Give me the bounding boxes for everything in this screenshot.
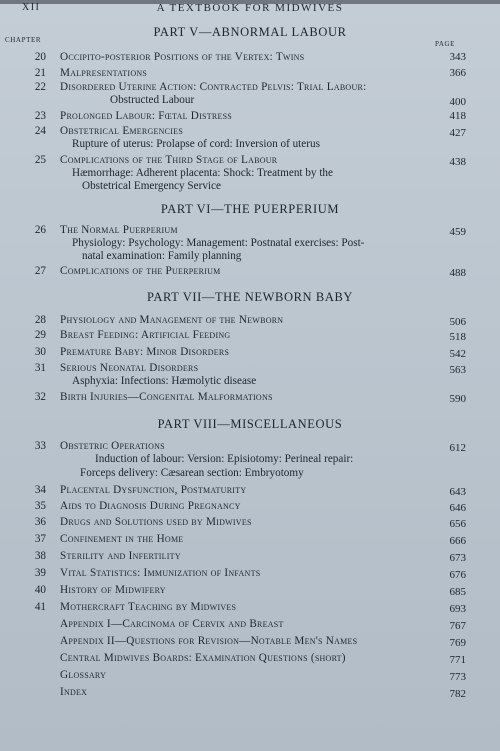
chapter-subtitle-continued: Obstetrical Emergency Service bbox=[82, 180, 221, 192]
page-number: 563 bbox=[449, 364, 466, 376]
chapter-number: 26 bbox=[34, 224, 46, 236]
header-page-number: XII bbox=[22, 2, 41, 13]
page-number: 769 bbox=[449, 637, 466, 649]
page-number: 612 bbox=[449, 442, 466, 454]
chapter-subtitle-continued: natal examination: Family planning bbox=[82, 250, 242, 262]
header-title: A TEXTBOOK FOR MIDWIVES bbox=[156, 2, 344, 14]
page-number: 673 bbox=[449, 552, 466, 564]
chapter-title: The Normal Puerperium bbox=[60, 224, 178, 236]
chapter-title: Sterility and Infertility bbox=[60, 550, 181, 562]
page-number: 438 bbox=[449, 156, 466, 168]
page-number: 400 bbox=[449, 96, 466, 108]
page-number: 767 bbox=[449, 620, 466, 632]
chapter-title: Serious Neonatal Disorders bbox=[60, 362, 199, 374]
chapter-title: Breast Feeding: Artificial Feeding bbox=[60, 329, 231, 341]
chapter-title: Obstetrical Emergencies bbox=[60, 125, 184, 137]
chapter-number: 38 bbox=[34, 550, 46, 562]
chapter-subtitle: Asphyxia: Infections: Hæmolytic disease bbox=[72, 375, 257, 387]
running-header bbox=[0, 2, 500, 16]
chapter-subtitle-continued: Forceps delivery: Cæsarean section: Embryotomy bbox=[80, 467, 304, 479]
chapter-title: Complications of the Third Stage of Labour bbox=[60, 154, 278, 166]
chapter-column-label: CHAPTER bbox=[5, 36, 42, 44]
part-heading-5: PART V—ABNORMAL LABOUR bbox=[153, 25, 347, 39]
page-number: 643 bbox=[449, 486, 466, 498]
chapter-number: 39 bbox=[34, 567, 46, 579]
part-heading-6: PART VI—THE PUERPERIUM bbox=[160, 202, 340, 216]
chapter-number: 37 bbox=[34, 533, 46, 545]
page-number: 366 bbox=[449, 67, 466, 79]
chapter-subtitle: Obstructed Labour bbox=[110, 94, 195, 106]
chapter-number: 30 bbox=[34, 346, 46, 358]
chapter-title: Drugs and Solutions used by Midwives bbox=[60, 516, 252, 528]
index-title: Index bbox=[60, 686, 88, 698]
appendix-title: Central Midwives Boards: Examination Questions (short) bbox=[60, 652, 346, 664]
page-number: 676 bbox=[449, 569, 466, 581]
page-number: 782 bbox=[449, 688, 466, 700]
page-number: 427 bbox=[449, 127, 466, 139]
chapter-number: 25 bbox=[34, 154, 46, 166]
page-number: 590 bbox=[449, 393, 466, 405]
chapter-subtitle: Induction of labour: Version: Episiotomy: Perineal repair: bbox=[95, 453, 354, 465]
chapter-title: Malpresentations bbox=[60, 67, 148, 79]
chapter-subtitle: Physiology: Psychology: Management: Postnatal exercises: Post- bbox=[72, 237, 365, 249]
appendix-title: Appendix I—Carcinoma of Cervix and Breast bbox=[60, 618, 284, 630]
chapter-number: 22 bbox=[34, 81, 46, 93]
chapter-title: Mothercraft Teaching by Midwives bbox=[60, 601, 237, 613]
chapter-title: Vital Statistics: Immunization of Infants bbox=[60, 567, 261, 579]
chapter-number: 32 bbox=[34, 391, 46, 403]
chapter-title: Premature Baby: Minor Disorders bbox=[60, 346, 230, 358]
page-number: 518 bbox=[449, 331, 466, 343]
page-number: 693 bbox=[449, 603, 466, 615]
part-heading-8: PART VIII—MISCELLANEOUS bbox=[157, 417, 343, 431]
chapter-number: 34 bbox=[34, 484, 46, 496]
page-number: 773 bbox=[449, 671, 466, 683]
page-number: 506 bbox=[449, 316, 466, 328]
chapter-number: 36 bbox=[34, 516, 46, 528]
chapter-title: Occipito-posterior Positions of the Vertex: Twins bbox=[60, 51, 305, 63]
chapter-title: Obstetric Operations bbox=[60, 440, 165, 452]
chapter-number: 27 bbox=[34, 265, 46, 277]
page-number: 542 bbox=[449, 348, 466, 360]
page-column-label: PAGE bbox=[435, 40, 456, 48]
appendix-title: Appendix II—Questions for Revision—Notable Men's Names bbox=[60, 635, 358, 647]
chapter-number: 41 bbox=[34, 601, 46, 613]
chapter-title: Placental Dysfunction, Postmaturity bbox=[60, 484, 247, 496]
chapter-title: History of Midwifery bbox=[60, 584, 166, 596]
page-number: 771 bbox=[449, 654, 466, 666]
chapter-title: Birth Injuries—Congenital Malformations bbox=[60, 391, 273, 403]
chapter-title: Disordered Uterine Action: Contracted Pelvis: Trial Labour: bbox=[60, 81, 367, 93]
chapter-number: 31 bbox=[34, 362, 46, 374]
chapter-number: 20 bbox=[34, 51, 46, 63]
page-number: 646 bbox=[449, 502, 466, 514]
chapter-subtitle: Hæmorrhage: Adherent placenta: Shock: Treatment by the bbox=[72, 167, 333, 179]
chapter-number: 40 bbox=[34, 584, 46, 596]
chapter-number: 28 bbox=[34, 314, 46, 326]
page-number: 666 bbox=[449, 535, 466, 547]
chapter-number: 24 bbox=[34, 125, 46, 137]
chapter-title: Physiology and Management of the Newborn bbox=[60, 314, 284, 326]
chapter-title: Aids to Diagnosis During Pregnancy bbox=[60, 500, 241, 512]
page-number: 418 bbox=[449, 110, 466, 122]
chapter-number: 23 bbox=[34, 110, 46, 122]
chapter-subtitle: Rupture of uterus: Prolapse of cord: Inversion of uterus bbox=[72, 138, 320, 150]
page-number: 685 bbox=[449, 586, 466, 598]
chapter-number: 21 bbox=[34, 67, 46, 79]
chapter-number: 29 bbox=[34, 329, 46, 341]
chapter-title: Complications of the Puerperium bbox=[60, 265, 221, 277]
page-number: 488 bbox=[449, 267, 466, 279]
chapter-number: 33 bbox=[34, 440, 46, 452]
glossary-title: Glossary bbox=[60, 669, 107, 681]
page-number: 656 bbox=[449, 518, 466, 530]
page-number: 343 bbox=[449, 51, 466, 63]
chapter-title: Prolonged Labour: Fœtal Distress bbox=[60, 110, 233, 122]
page-number: 459 bbox=[449, 226, 466, 238]
chapter-title: Confinement in the Home bbox=[60, 533, 184, 545]
chapter-number: 35 bbox=[34, 500, 46, 512]
part-heading-7: PART VII—THE NEWBORN BABY bbox=[146, 290, 354, 304]
